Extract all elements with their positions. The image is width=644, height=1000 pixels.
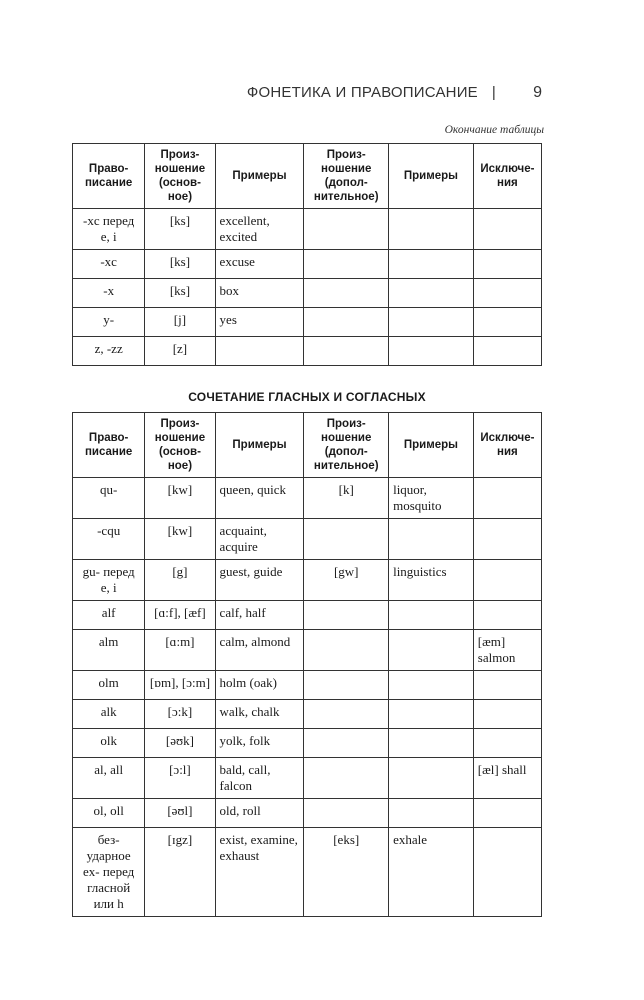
running-head [247, 84, 518, 101]
header-exceptions: Исключе-ния [473, 144, 541, 209]
cell-pronunciation-extra [304, 337, 389, 366]
cell-pronunciation: [ks] [145, 209, 215, 250]
cell-examples-extra [389, 308, 474, 337]
cell-pronunciation-extra [304, 799, 389, 828]
table-row [73, 209, 542, 250]
cell-examples-extra [389, 209, 474, 250]
vowel-consonant-table [72, 412, 542, 917]
cell-examples: acquaint, acquire [215, 519, 304, 560]
cell-examples-extra [389, 700, 474, 729]
cell-spelling: -xc перед e, i [73, 209, 145, 250]
cell-pronunciation: [ɔ:k] [145, 700, 215, 729]
table-row [73, 478, 542, 519]
cell-exceptions [473, 250, 541, 279]
cell-spelling: -x [73, 279, 145, 308]
cell-pronunciation-extra [304, 519, 389, 560]
table-row [73, 560, 542, 601]
cell-examples-extra: liquor, mosquito [389, 478, 474, 519]
table-header-row [73, 144, 542, 209]
cell-exceptions [473, 601, 541, 630]
cell-examples-extra [389, 758, 474, 799]
cell-pronunciation: [ks] [145, 250, 215, 279]
cell-pronunciation: [ks] [145, 279, 215, 308]
cell-examples-extra: linguistics [389, 560, 474, 601]
header-pronunciation-additional: Произ-ношение (допол-нительное) [304, 413, 389, 478]
header-examples-additional: Примеры [389, 144, 474, 209]
cell-spelling: olk [73, 729, 145, 758]
cell-examples-extra [389, 799, 474, 828]
table-row [73, 828, 542, 917]
running-head-separator: | [491, 84, 496, 101]
cell-examples [215, 337, 304, 366]
cell-exceptions [473, 729, 541, 758]
cell-exceptions [473, 799, 541, 828]
cell-pronunciation: [ɒm], [ɔ:m] [145, 671, 215, 700]
table-row [73, 758, 542, 799]
cell-pronunciation-extra [304, 671, 389, 700]
cell-pronunciation-extra [304, 630, 389, 671]
cell-examples-extra [389, 601, 474, 630]
cell-spelling: olm [73, 671, 145, 700]
cell-exceptions [473, 560, 541, 601]
table-row [73, 308, 542, 337]
page-number: 9 [533, 84, 542, 101]
table-row [73, 519, 542, 560]
cell-pronunciation: [g] [145, 560, 215, 601]
cell-exceptions [473, 209, 541, 250]
header-examples-additional: Примеры [389, 413, 474, 478]
cell-spelling: -cqu [73, 519, 145, 560]
cell-pronunciation: [ɪgz] [145, 828, 215, 917]
running-head-title: ФОНЕТИКА И ПРАВОПИСАНИЕ [246, 84, 478, 101]
cell-pronunciation-extra [304, 250, 389, 279]
cell-examples: calf, half [215, 601, 304, 630]
cell-spelling: alf [73, 601, 145, 630]
table-row [73, 700, 542, 729]
cell-pronunciation-extra [304, 700, 389, 729]
cell-examples: walk, chalk [215, 700, 304, 729]
cell-exceptions [473, 519, 541, 560]
table-header-row [73, 413, 542, 478]
table-continuation-label: Окончание таблицы [444, 124, 544, 136]
table-row [73, 601, 542, 630]
cell-pronunciation-extra [304, 308, 389, 337]
spelling-table-continued [72, 143, 542, 366]
table-row [73, 279, 542, 308]
cell-examples: queen, quick [215, 478, 304, 519]
cell-spelling: alm [73, 630, 145, 671]
cell-examples: excuse [215, 250, 304, 279]
cell-spelling: y- [73, 308, 145, 337]
cell-pronunciation: [kw] [145, 478, 215, 519]
cell-examples-extra [389, 671, 474, 700]
cell-exceptions [473, 308, 541, 337]
cell-examples-extra [389, 519, 474, 560]
cell-spelling: ol, oll [73, 799, 145, 828]
header-exceptions: Исключе-ния [473, 413, 541, 478]
cell-pronunciation-extra [304, 209, 389, 250]
cell-pronunciation: [ɑ:m] [145, 630, 215, 671]
cell-spelling: qu- [73, 478, 145, 519]
cell-examples-extra [389, 250, 474, 279]
cell-examples-extra [389, 337, 474, 366]
cell-exceptions [473, 671, 541, 700]
cell-examples: box [215, 279, 304, 308]
cell-spelling: gu- перед e, i [73, 560, 145, 601]
cell-examples-extra [389, 729, 474, 758]
header-examples: Примеры [215, 413, 304, 478]
cell-exceptions [473, 828, 541, 917]
cell-examples: excellent, excited [215, 209, 304, 250]
cell-pronunciation: [ɔ:l] [145, 758, 215, 799]
cell-examples-extra [389, 630, 474, 671]
cell-pronunciation: [j] [145, 308, 215, 337]
cell-examples: calm, almond [215, 630, 304, 671]
cell-pronunciation-extra [304, 758, 389, 799]
cell-spelling: без-ударное ex- перед гласной или h [73, 828, 145, 917]
table-row [73, 799, 542, 828]
cell-examples: guest, guide [215, 560, 304, 601]
section-title-vowel-consonant: СОЧЕТАНИЕ ГЛАСНЫХ И СОГЛАСНЫХ [188, 390, 426, 404]
cell-spelling: z, -zz [73, 337, 145, 366]
header-spelling: Право-писание [73, 413, 145, 478]
header-spelling: Право-писание [73, 144, 145, 209]
header-pronunciation-main: Произ-ношение (основ-ное) [145, 413, 215, 478]
cell-exceptions [473, 337, 541, 366]
header-pronunciation-main: Произ-ношение (основ-ное) [145, 144, 215, 209]
cell-pronunciation: [əʊk] [145, 729, 215, 758]
cell-spelling: -xc [73, 250, 145, 279]
cell-exceptions: [æl] shall [473, 758, 541, 799]
table-row [73, 671, 542, 700]
cell-examples: holm (oak) [215, 671, 304, 700]
table-row [73, 337, 542, 366]
cell-examples: bald, call, falcon [215, 758, 304, 799]
cell-examples: yolk, folk [215, 729, 304, 758]
cell-exceptions [473, 478, 541, 519]
cell-spelling: al, all [73, 758, 145, 799]
cell-pronunciation-extra [304, 729, 389, 758]
table-row [73, 250, 542, 279]
cell-examples: old, roll [215, 799, 304, 828]
cell-examples-extra: exhale [389, 828, 474, 917]
cell-pronunciation: [ɑ:f], [æf] [145, 601, 215, 630]
table-row [73, 729, 542, 758]
cell-examples-extra [389, 279, 474, 308]
cell-pronunciation: [kw] [145, 519, 215, 560]
header-examples: Примеры [215, 144, 304, 209]
cell-spelling: alk [73, 700, 145, 729]
cell-pronunciation-extra [304, 279, 389, 308]
table-row [73, 630, 542, 671]
cell-pronunciation: [z] [145, 337, 215, 366]
cell-exceptions [473, 700, 541, 729]
cell-examples: exist, examine, exhaust [215, 828, 304, 917]
cell-exceptions: [æm] salmon [473, 630, 541, 671]
cell-pronunciation: [əʊl] [145, 799, 215, 828]
cell-pronunciation-extra: [gw] [304, 560, 389, 601]
cell-examples: yes [215, 308, 304, 337]
cell-pronunciation-extra [304, 601, 389, 630]
header-pronunciation-additional: Произ-ношение (допол-нительное) [304, 144, 389, 209]
cell-pronunciation-extra: [k] [304, 478, 389, 519]
cell-pronunciation-extra: [eks] [304, 828, 389, 917]
cell-exceptions [473, 279, 541, 308]
